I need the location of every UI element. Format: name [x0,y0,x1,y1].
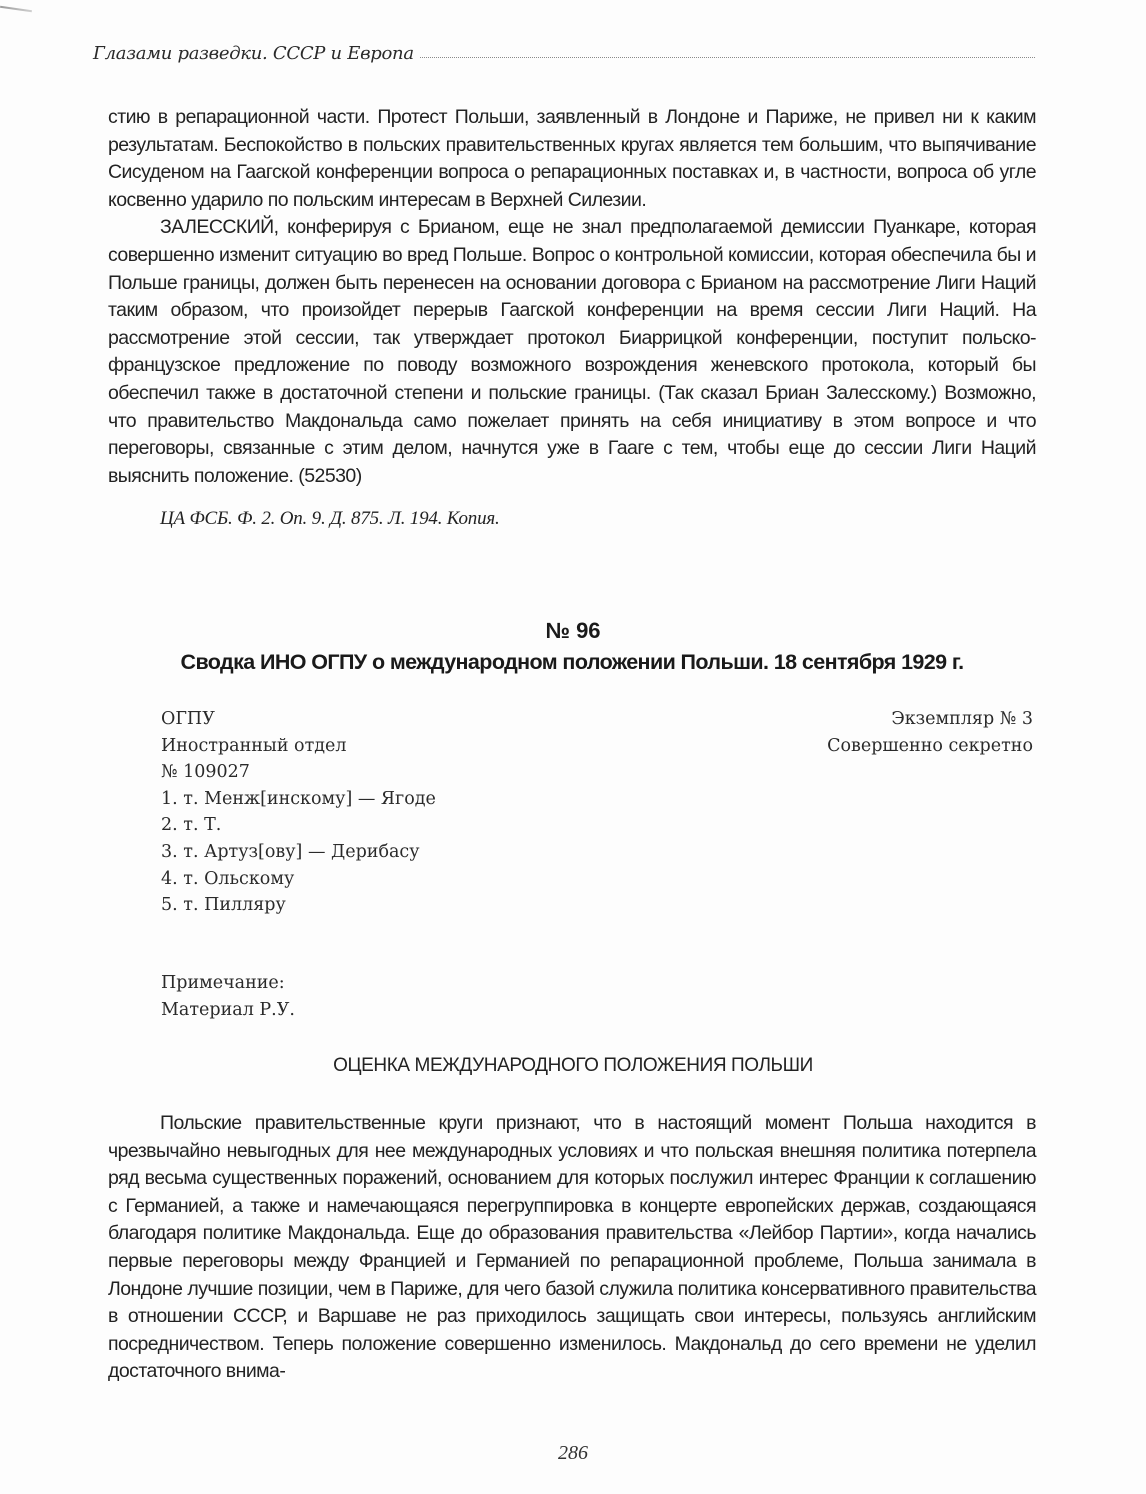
source-citation: ЦА ФСБ. Ф. 2. Оп. 9. Д. 875. Л. 194. Копия. [160,508,500,529]
note-text: Материал Р.У. [161,999,295,1020]
classification: Совершенно секретно [827,735,1033,756]
header-line: Иностранный отдел [161,735,347,756]
document-header-right [827,706,1033,759]
document-note [161,970,295,1023]
document-title: Сводка ИНО ОГПУ о международном положении Польши. 18 сентября 1929 г. [180,650,964,674]
header-line: ОГПУ [161,709,215,729]
distribution-item: 5. т. Пилляру [161,895,286,916]
paragraph: стию в репарационной части. Протест Польши, заявленный в Лондоне и Париже, не привел ни к каким результатам. Беспокойство в польских правительственных кругах является тем большим, что выпячивание Сисуденом на Гаагской конференции вопроса о репарационных поставках и, в частности, вопроса об угле косвенно ударило по польским интересам в Верхней Силезии. [108,106,1036,211]
section-heading: ОЦЕНКА МЕЖДУНАРОДНОГО ПОЛОЖЕНИЯ ПОЛЬШИ [333,1055,813,1076]
running-head [93,34,1035,64]
distribution-item: 3. т. Артуз[ову] — Дерибасу [161,841,420,862]
distribution-item: 2. т. Т. [161,815,222,836]
running-head-title: Глазами разведки. СССР и Европа [93,43,414,64]
document-number: № 96 [545,618,601,643]
continuation-text [108,104,1036,490]
running-head-rule [420,57,1035,58]
paragraph: Польские правительственные круги признают, что в настоящий момент Польша находится в чрезвычайно невыгодных для нее международных условиях и что польская внешняя политика потерпела ряд весьма существенных поражений, основанием для которых послужил интерес Франции к соглашению с Германией, а также и намечающаяся перегруппировка в концерте европейских держав, создающаяся благодаря политике Макдональда. Еще до образования правительства «Лейбор Партии», когда начались первые переговоры между Францией и Германией по репарационной проблеме, Польша занимала в Лондоне лучшие позиции, чем в Париже, для чего базой служила политика консервативного правительства в отношении СССР, и Варшаве не раз приходилось защищать свои интересы, пользуясь английским посредничеством. Теперь положение совершенно изменилось. Макдональд до сего времени не уделил достаточного внима- [108,1112,1036,1383]
scan-corner-mark [0,6,32,12]
paragraph: ЗАЛЕССКИЙ, конферируя с Брианом, еще не знал предполагаемой демиссии Пуанкаре, которая совершенно изменит ситуацию во вред Польше. Вопрос о контрольной комиссии, которая обеспечила бы и Польше границы, должен быть перенесен на основании договора с Брианом на рассмотрение Лиги Наций таким образом, что произойдет перерыв Гаагской конференции на время сессии Лиги Наций. На рассмотрение этой сессии, так утверждает протокол Биаррицкой конференции, поступит польско-французское предложение по поводу возможного возрождения женевского протокола, который бы обеспечил также в достаточной степени и польские границы. (Так сказал Бриан Залесскому.) Возможно, что правительство Макдональда само пожелает принять на себя инициативу в этом вопросе и что переговоры, связанные с этим делом, начнутся уже в Гааге с тем, чтобы еще до сессии Лиги Наций выяснить положение. (52530) [108,216,1036,487]
note-label: Примечание: [161,973,285,993]
page-number: 286 [558,1442,588,1464]
document-body [108,1110,1036,1386]
distribution-item: 4. т. Ольскому [161,868,295,889]
header-line: № 109027 [161,762,250,783]
distribution-item: 1. т. Менж[инскому] — Ягоде [161,788,436,809]
document-header-left [161,706,436,919]
copy-number: Экземпляр № 3 [891,709,1033,729]
